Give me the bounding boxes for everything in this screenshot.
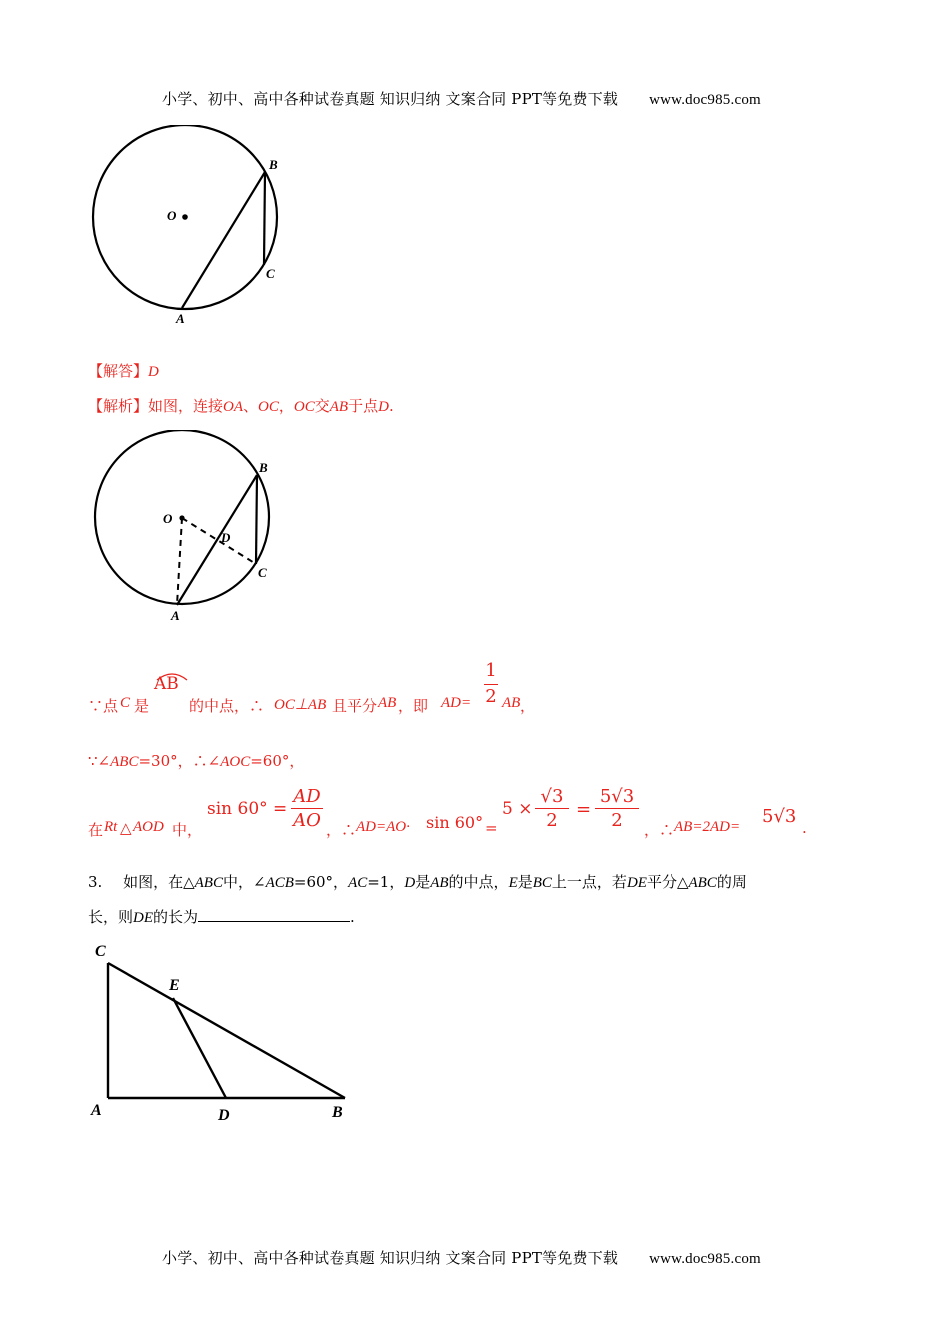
analysis-d: D bbox=[378, 399, 389, 415]
label-o: O bbox=[163, 511, 173, 526]
answer-blank[interactable] bbox=[198, 906, 350, 922]
page-footer bbox=[162, 1247, 761, 1268]
question-ac: AC bbox=[348, 875, 368, 891]
label-a: A bbox=[171, 608, 180, 623]
question-number: 3. bbox=[88, 873, 103, 891]
question-text: =60°， bbox=[293, 873, 349, 891]
step3-sqrt3-num: √3 bbox=[540, 786, 564, 807]
question-bc: BC bbox=[532, 875, 552, 891]
label-b: B bbox=[259, 460, 268, 475]
analysis-ab: AB bbox=[329, 399, 349, 415]
center-point-o bbox=[182, 214, 188, 220]
step3-num1: AD bbox=[293, 786, 321, 807]
step1-because: ∵点 bbox=[88, 697, 119, 715]
chord-ab bbox=[182, 172, 265, 308]
step3-den3: 2 bbox=[611, 810, 623, 831]
question-text: 的周 bbox=[716, 873, 747, 891]
segment-oc-dashed bbox=[182, 518, 256, 564]
step3-aod: AOD bbox=[133, 819, 164, 835]
label-o: O bbox=[167, 208, 177, 223]
answer-value: D bbox=[148, 364, 159, 380]
segment-oa-dashed bbox=[177, 518, 182, 605]
step1-ad-eq: AD= bbox=[441, 695, 472, 711]
label-c: C bbox=[258, 565, 267, 580]
label-b: B bbox=[332, 1104, 343, 1121]
step3-ab-eq: AB=2AD= bbox=[674, 819, 741, 835]
analysis-text: 于点 bbox=[348, 397, 379, 415]
label-d: D bbox=[221, 530, 231, 545]
step2-abc: ABC bbox=[110, 754, 139, 770]
step3-frac3-bar bbox=[595, 808, 639, 809]
analysis-end: . bbox=[388, 397, 394, 415]
step3-eq: = bbox=[485, 819, 498, 837]
step3-five-times: 5 × bbox=[502, 799, 533, 819]
answer-tag: 【解答】 bbox=[88, 362, 149, 380]
step3-den1: AO bbox=[293, 810, 321, 831]
analysis-sep: 、 bbox=[243, 397, 259, 415]
step1-is: 是 bbox=[134, 697, 150, 715]
question-abc: ABC bbox=[194, 875, 223, 891]
question-d: D bbox=[404, 875, 416, 891]
question-abc: ABC bbox=[688, 875, 717, 891]
question-text: 如图，在△ bbox=[123, 873, 195, 891]
side-cb bbox=[108, 963, 345, 1098]
analysis-tag: 【解析】 bbox=[88, 397, 149, 415]
question-acb: ACB bbox=[265, 875, 294, 891]
chord-bc bbox=[264, 172, 265, 265]
step3-result: 5√3 bbox=[762, 806, 797, 827]
step3-in: 在 bbox=[88, 821, 104, 839]
footer-site: www.doc985.com bbox=[649, 1251, 761, 1267]
label-e: E bbox=[169, 977, 180, 994]
label-b: B bbox=[269, 157, 278, 172]
question-text: 的中点， bbox=[448, 873, 509, 891]
step1-ie: ，即 bbox=[398, 697, 429, 715]
step3-zh: 中， bbox=[172, 821, 203, 839]
analysis-oc: OC bbox=[293, 399, 315, 415]
question-text: . bbox=[350, 908, 355, 926]
step3-comma2: ，∴ bbox=[644, 821, 675, 839]
step3-rt: Rt bbox=[104, 819, 118, 835]
answer-line bbox=[88, 360, 159, 381]
question-e: E bbox=[508, 875, 518, 891]
analysis-sep: ， bbox=[278, 397, 294, 415]
step3-sin: sin 60° = bbox=[207, 799, 288, 819]
label-a: A bbox=[176, 311, 185, 326]
label-d: D bbox=[218, 1107, 230, 1124]
question-text: 是 bbox=[415, 873, 431, 891]
solution-step-3 bbox=[88, 784, 828, 840]
figure-1-circle bbox=[90, 125, 300, 335]
question-text: =1， bbox=[367, 873, 405, 891]
step1-and: 且平分 bbox=[332, 697, 378, 715]
question-text: 上一点，若 bbox=[551, 873, 627, 891]
question-text: 中，∠ bbox=[222, 873, 266, 891]
label-c: C bbox=[95, 943, 106, 960]
question-text: 平分△ bbox=[646, 873, 689, 891]
footer-text: 小学、初中、高中各种试卷真题 知识归纳 文案合同 PPT等免费下载 bbox=[162, 1249, 619, 1267]
analysis-line bbox=[88, 395, 394, 416]
step2-text: ∵∠ bbox=[88, 752, 111, 770]
step1-oc-perp-ab: OC⊥AB bbox=[274, 697, 327, 713]
header-text: 小学、初中、高中各种试卷真题 知识归纳 文案合同 PPT等免费下载 bbox=[162, 90, 619, 108]
step1-frac-num: 1 bbox=[485, 660, 497, 681]
figure-3-triangle bbox=[88, 938, 363, 1128]
step3-tri: △ bbox=[120, 819, 132, 837]
label-c: C bbox=[266, 266, 275, 281]
question-text: 是 bbox=[517, 873, 533, 891]
step1-arc-label: AB bbox=[154, 674, 179, 694]
analysis-oa: OA bbox=[223, 399, 244, 415]
step1-c: C bbox=[120, 695, 131, 711]
step1-frac-bar bbox=[484, 684, 498, 685]
step3-end: . bbox=[802, 819, 807, 837]
step1-arc bbox=[154, 674, 179, 694]
question-text: 的长为 bbox=[153, 908, 199, 926]
step2-text: =60°， bbox=[250, 752, 305, 770]
page-header bbox=[162, 88, 761, 109]
solution-step-2 bbox=[88, 750, 304, 771]
step3-frac1-bar bbox=[291, 808, 323, 809]
step3-num3: 5√3 bbox=[599, 786, 635, 807]
question-de: DE bbox=[626, 875, 647, 891]
step1-end: ， bbox=[520, 697, 536, 715]
step2-text: =30°，∴∠ bbox=[138, 752, 221, 770]
label-a: A bbox=[91, 1102, 102, 1119]
question-ab: AB bbox=[430, 875, 449, 891]
segment-de bbox=[173, 998, 226, 1098]
analysis-text: 交 bbox=[314, 397, 330, 415]
step3-frac2-bar bbox=[535, 808, 569, 809]
chord-bc bbox=[256, 475, 257, 564]
question-text: 长，则 bbox=[88, 908, 134, 926]
step3-den2: 2 bbox=[546, 810, 558, 831]
question-de: DE bbox=[133, 910, 154, 926]
step1-ab: AB bbox=[378, 695, 397, 711]
arc-mark-icon bbox=[154, 671, 190, 681]
step3-sin2: sin 60° bbox=[426, 813, 484, 832]
step1-mid: 的中点，∴ bbox=[189, 697, 265, 715]
step3-ad-eq: AD=AO· bbox=[356, 819, 410, 835]
step3-eq2: = bbox=[576, 799, 592, 820]
step2-aoc: AOC bbox=[220, 754, 251, 770]
step1-ab2: AB bbox=[502, 695, 521, 711]
question-3-line-2 bbox=[88, 906, 355, 927]
chord-ab bbox=[177, 475, 257, 605]
step3-comma: ，∴ bbox=[326, 821, 357, 839]
analysis-text: 如图，连接 bbox=[148, 397, 224, 415]
figure-2-circle bbox=[90, 430, 290, 630]
header-site: www.doc985.com bbox=[649, 92, 761, 108]
step1-frac-den: 2 bbox=[485, 686, 497, 707]
question-3-line-1 bbox=[88, 871, 747, 892]
analysis-oc: OC bbox=[258, 399, 279, 415]
